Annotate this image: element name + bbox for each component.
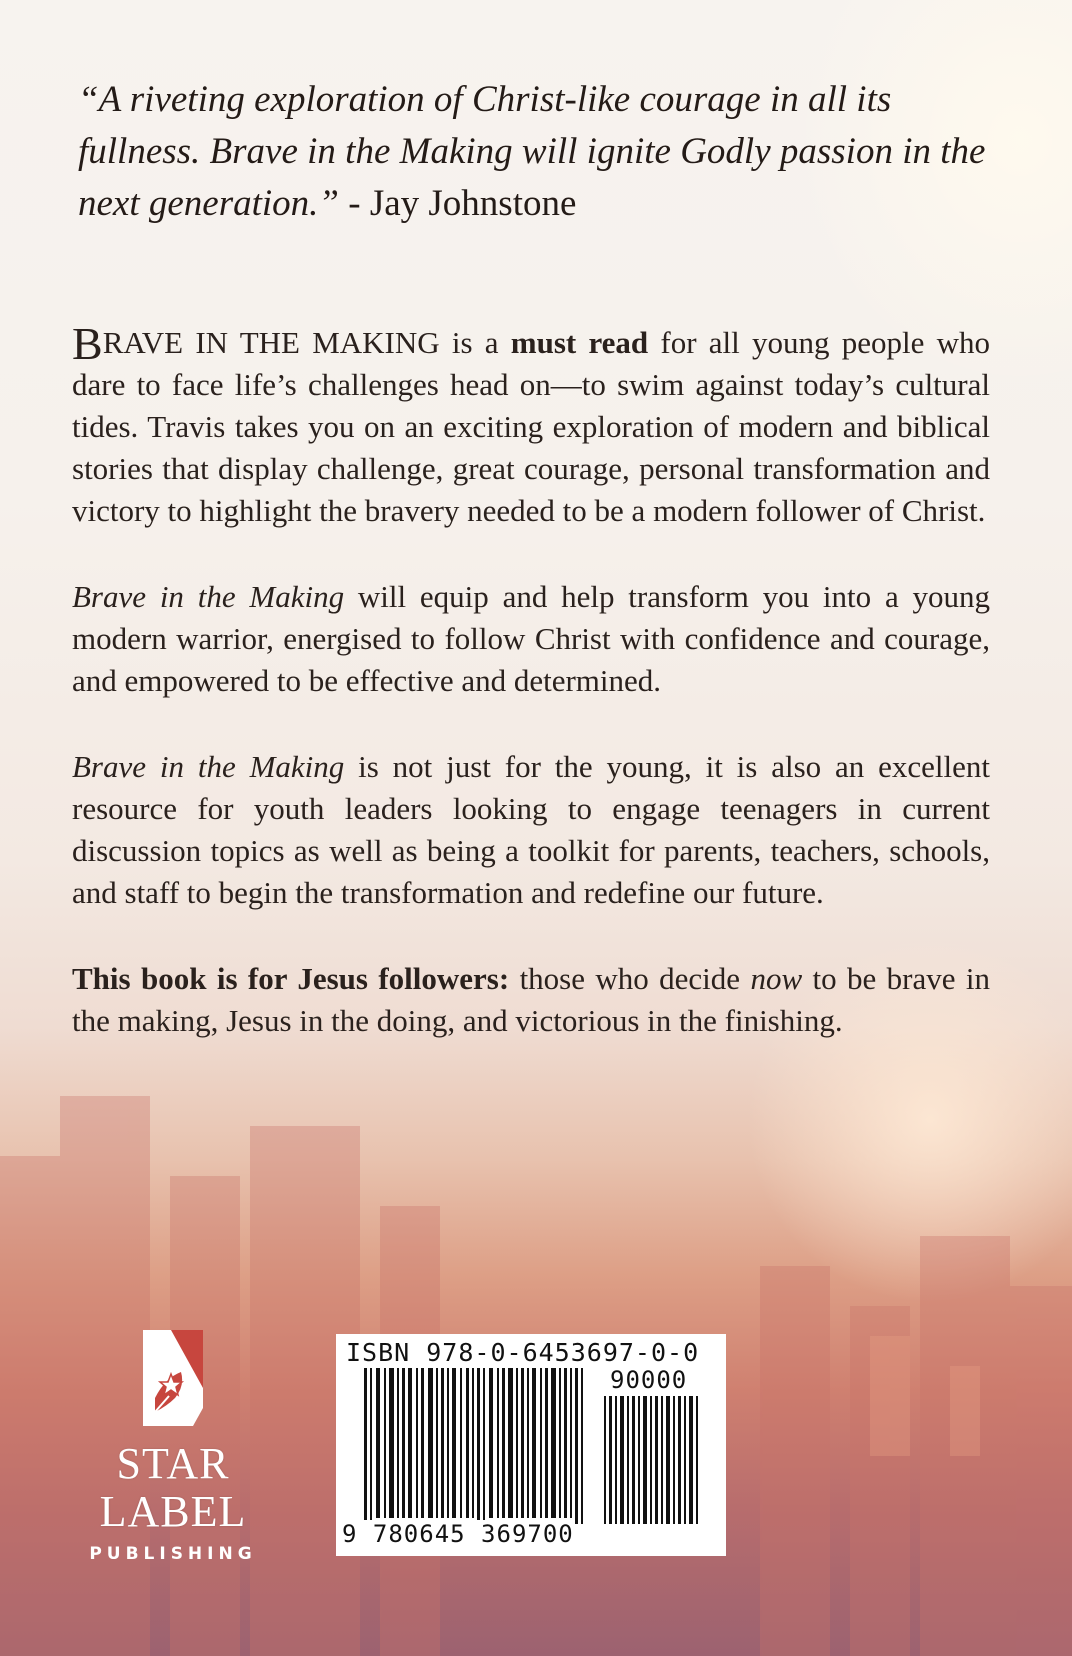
book-description (72, 318, 991, 1086)
publisher-name: STAR LABEL (99, 1439, 247, 1536)
paragraph-1-text-b: for all young people who dare to face life’s challenges head on—to swim against today’s cultural tides. Travis takes you on an exciting exploration of modern and biblical stories that display challenge, great courage, personal transformation and victory to highlight the bravery needed to be a modern follower of Christ. (72, 325, 990, 528)
endorsement-quote (78, 74, 1008, 230)
ean-number: 9 780645 369700 (342, 1520, 574, 1548)
paragraph-4-text-a: those who decide (509, 961, 751, 996)
publisher-logo (38, 1328, 308, 1564)
title-italic-3: Brave in the Making (72, 749, 345, 784)
drop-cap: B (72, 318, 103, 369)
price-addon-code: 90000 (610, 1366, 688, 1394)
isbn-number: ISBN 978-0-6453697-0-0 (346, 1338, 700, 1367)
paragraph-4-text-b: to be brave in the making, Jesus in the doing, and victorious in the finishing. (72, 961, 991, 1038)
paragraph-2 (72, 576, 990, 702)
isbn-barcode (336, 1334, 726, 1556)
must-read-emphasis: must read (510, 325, 649, 360)
publisher-subtitle: PUBLISHING (89, 1544, 257, 1564)
quote-text: “A riveting exploration of Christ-like courage in all its fullness. Brave in the Making will ignite Godly passion in the next generation.” (78, 79, 986, 224)
quote-author: - Jay Johnstone (339, 183, 577, 224)
paragraph-1 (72, 318, 990, 532)
paragraph-4 (72, 958, 990, 1042)
title-caps: RAVE IN THE MAKING (102, 325, 440, 360)
paragraph-3 (72, 746, 990, 914)
paragraph-2-text: will equip and help transform you into a young modern warrior, energised to follow Christ with confidence and courage, and empowered to be effective and determined. (72, 579, 990, 698)
paragraph-3-text: is not just for the young, it is also an excellent resource for youth leaders looking to engage teenagers in current discussion topics as well as being a toolkit for parents, teachers, schools, and staff to begin the transformation and redefine our future. (72, 749, 990, 910)
title-italic-2: Brave in the Making (72, 579, 345, 614)
now-italic: now (750, 961, 803, 996)
paragraph-1-text-a: is a (439, 325, 511, 360)
paragraph-4-bold: This book is for Jesus followers: (72, 961, 510, 996)
star-pen-icon (141, 1328, 205, 1428)
